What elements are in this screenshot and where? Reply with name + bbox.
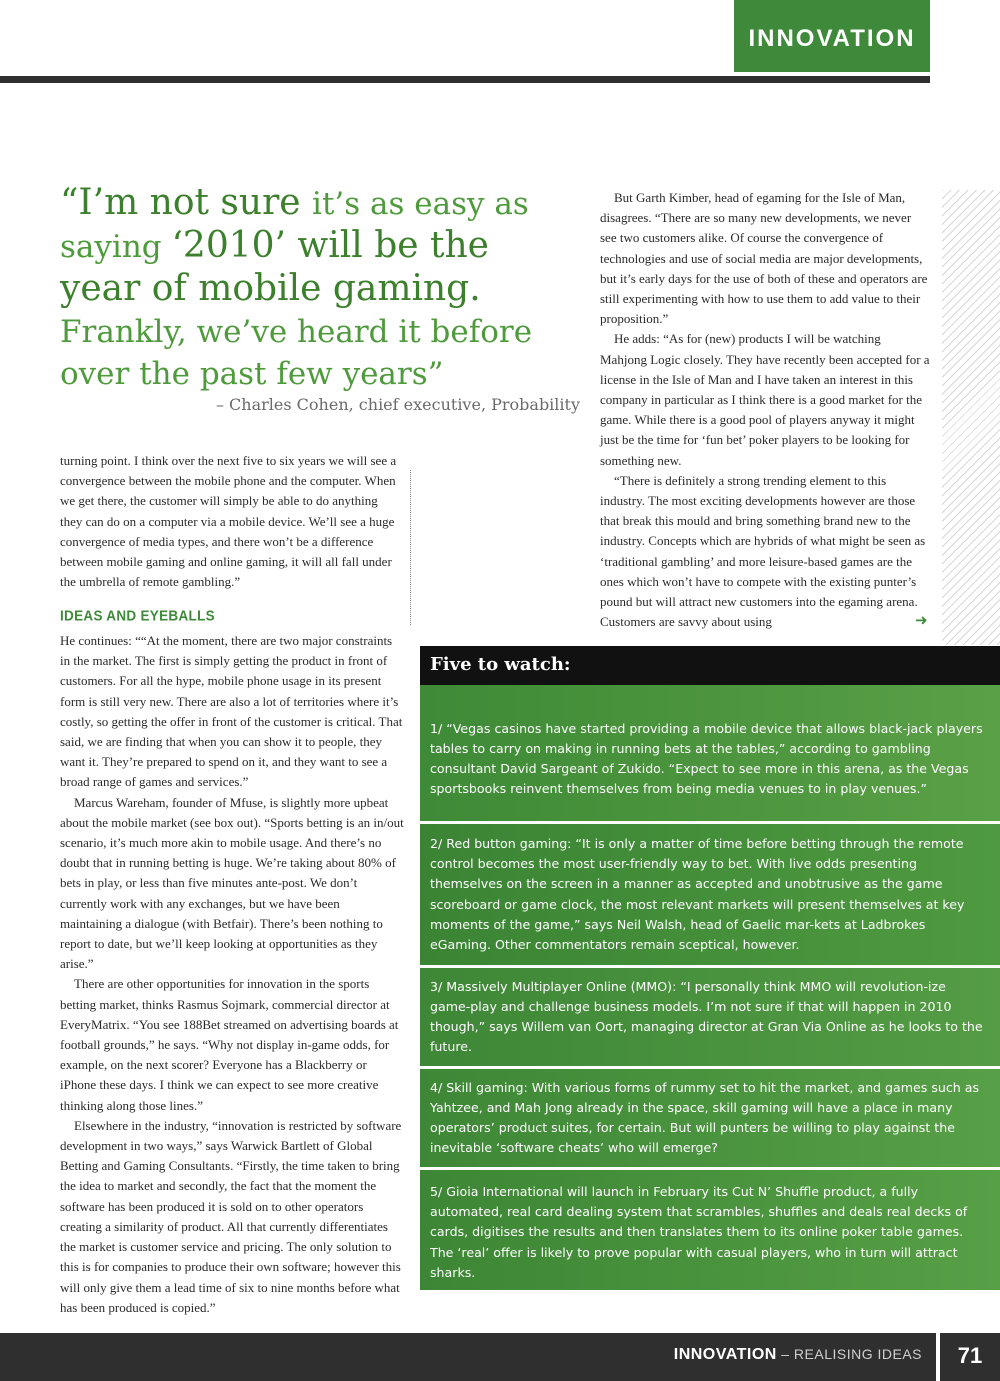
footer-divider xyxy=(936,1333,940,1381)
box-item xyxy=(420,968,1000,1069)
pull-quote-part-3: ‘2010’ will be the year of mobile gaming. xyxy=(60,225,489,309)
footer-label xyxy=(674,1346,922,1364)
five-to-watch-box xyxy=(420,646,1000,1290)
box-item-text: 1/ “Vegas casinos have started providing a mobile device that allows black-jack players tables to carry on making in running bets at the tables,” according to gambling consultant David Sargeant of Zukido. “Expect to see more in this arena, as the Vegas sportsbooks reinvent themselves from being media venues to in play venues.” xyxy=(430,720,983,797)
page-number: 71 xyxy=(957,1343,983,1368)
pull-quote-attribution: – Charles Cohen, chief executive, Probability xyxy=(215,395,580,414)
decorative-hatch xyxy=(942,190,1000,645)
pull-quote-part-2: it’s as easy as saying xyxy=(60,186,529,265)
paragraph: He continues: ““At the moment, there are two major constraints in the market. The first is simply getting the product in front of customers. For all the hype, mobile phone usage in its present form is still very new. There are also a lot of territories where it’s costly, so getting the offer in front of the customer is critical. That said, we are finding that when you can show it to people, they want it. They’re prepared to spend on it, and they want to see a broad range of games and services.” xyxy=(60,633,403,790)
box-item-text: 3/ Massively Multiplayer Online (MMO): “I personally think MMO will revolution-ize game-play and challenge business models. I’m not sure if that will happen in 2010 though,” says Willem van Oort, managing director at Gran Via Online as he looks to the future. xyxy=(430,978,983,1055)
footer-subtitle: REALISING IDEAS xyxy=(793,1346,922,1362)
paragraph: He adds: “As for (new) products I will be watching Mahjong Logic closely. They have recently been accepted for a license in the Isle of Man and I have taken an interest in this company in particular as I think there is a good market for the game. While there is a good pool of players anyway it might just be the time for ‘fun bet’ poker players to be looking for something new. xyxy=(600,331,930,468)
left-column xyxy=(60,631,404,1318)
box-item xyxy=(420,1170,1000,1290)
right-column xyxy=(600,188,930,632)
paragraph: Marcus Wareham, founder of Mfuse, is slightly more upbeat about the mobile market (see box out). “Sports betting is an in/out scenario, it’s much more akin to mobile usage. And there’s no doubt that in running betting is huge. We’re taking about 80% of bets in play, or less than five minutes ante-post. We don’t currently work with any exchanges, but we have been maintaining a dialogue (with Betfair). There’s been nothing to report to date, but we’ll keep looking at opportunities as they arise.” xyxy=(60,794,404,972)
box-item-text: 5/ Gioia International will launch in February its Cut N’ Shuffle product, a fully automated, real card dealing system that scrambles, shuffles and deals real decks of cards, digitises the results and then translates them to its online poker table games. The ‘real’ offer is likely to prove popular with casual players, who in turn will attract sharks. xyxy=(430,1184,968,1280)
box-item-text: 2/ Red button gaming: “It is only a matter of time before betting through the remote control becomes the most user-friendly way to bet. With live odds presenting themselves on the screen in a manner as accepted and unobtrusive as the game scoreboard or game clock, the most relevant markets will present themselves at key moments of the game,” says Neil Walsh, head of Gaelic mar-kets at Ladbrokes eGaming. Other commentators remain sceptical, however. xyxy=(430,835,965,952)
section-tab xyxy=(734,0,930,72)
footer-section: INNOVATION xyxy=(673,1346,777,1363)
box-item xyxy=(420,685,1000,824)
left-column-intro xyxy=(60,451,400,592)
box-item xyxy=(420,824,1000,968)
pull-quote-part-4: Frankly, we’ve heard it before over the past few years” xyxy=(60,314,533,392)
paragraph: Elsewhere in the industry, “innovation is restricted by software development in two ways,” says Warwick Bartlett of Global Betting and Gaming Consultants. “Firstly, the time taken to bring the idea to market and secondly, the fact that the moment the software has been produced it is sold on to other operators creating a similarity of product. All that currently differentiates the market is customer service and pricing. The only solution to this is for companies to produce their own software; however this will only give them a lead time of six to nine months before what has been produced is copied.” xyxy=(60,1117,402,1315)
column-divider xyxy=(410,470,411,625)
box-item xyxy=(420,1069,1000,1170)
pull-quote-part-1: “I’m not sure xyxy=(60,182,313,223)
paragraph: turning point. I think over the next five to six years we will see a convergence between the mobile phone and the computer. When we get there, the customer will simply be able to do anything they can do on a computer via a mobile device. We’ll see a huge convergence of media types, and there won’t be a difference between mobile gaming and online gaming, it will all fall under the umbrella of remote gambling.” xyxy=(60,453,397,590)
box-item-text: 4/ Skill gaming: With various forms of rummy set to hit the market, and games such as Yahtzee, and Mah Jong already in the space, skill gaming will have a place in many operators’ product suites, for certain. But will punters be willing to play against the inevitable ‘software cheats’ who will emerge? xyxy=(430,1079,980,1156)
paragraph: There are other opportunities for innovation in the sports betting market, thinks Rasmus Sojmark, commercial director at EveryMatrix. “You see 188Bet streamed on advertising boards at football grounds,” he says. “Why not display in-game odds, for example, on the next scorer? Everyone has a Blackberry or iPhone these days. I think we can expect to see more creative thinking along those lines.” xyxy=(60,976,399,1113)
subheading: IDEAS AND EYEBALLS xyxy=(60,607,215,624)
section-title: INNOVATION xyxy=(748,25,916,52)
paragraph: “There is definitely a strong trending element to this industry. The most exciting developments however are those that break this mould and bring something brand new to the industry. Concepts which are hybrids of what might be seen as ‘traditional gambling’ and more leisure-based games are the ones which won’t have to compete with the existing punter’s pound but will attract new customers into the egaming arena. Customers are savvy about using xyxy=(600,472,926,630)
box-title: Five to watch: xyxy=(420,646,1000,685)
pull-quote xyxy=(60,182,580,395)
continue-arrow-icon: ➜ xyxy=(915,611,928,629)
header-rule xyxy=(0,76,930,83)
footer-separator: – xyxy=(776,1346,794,1362)
paragraph: But Garth Kimber, head of egaming for the Isle of Man, disagrees. “There are so many new developments, we never see two customers alike. Of course the convergence of technologies and use of social media are major developments, but it’s early days for the use of both of these and operators are still experimenting with how to use them to add value to their proposition.” xyxy=(600,190,928,327)
